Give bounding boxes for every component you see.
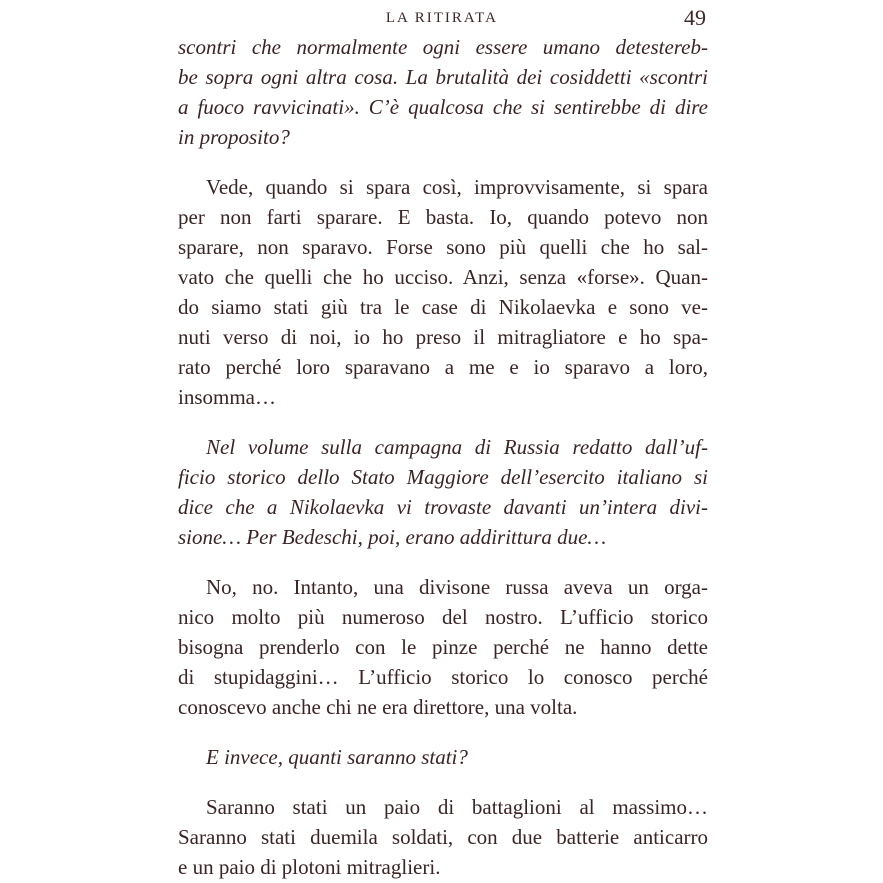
text-line: in proposito?: [178, 125, 290, 149]
text-line: scontri che normalmente ogni essere umano detestereb-: [178, 35, 708, 59]
chapter-title: LA RITIRATA: [385, 10, 498, 26]
paragraph: [178, 432, 708, 552]
text-line: a fuoco ravvicinati». C’è qualcosa che si sentirebbe di dire: [178, 95, 708, 119]
text-line: ficio storico dello Stato Maggiore dell’esercito italiano si: [178, 465, 708, 489]
text-line: Nel volume sulla campagna di Russia redatto dall’uf-: [206, 435, 708, 459]
running-header: [178, 5, 708, 32]
text-line: conoscevo anche chi ne era direttore, una volta.: [178, 695, 578, 719]
paragraph: [178, 742, 708, 772]
text-line: Saranno stati un paio di battaglioni al massimo…: [206, 795, 708, 819]
text-line: nico molto più numeroso del nostro. L’ufficio storico: [178, 605, 708, 629]
text-column: [178, 0, 708, 883]
text-line: sione… Per Bedeschi, poi, erano addirittura due…: [178, 525, 607, 549]
text-line: e un paio di plotoni mitraglieri.: [178, 855, 441, 879]
text-line: Vede, quando si spara così, improvvisamente, si spara: [206, 175, 708, 199]
text-line: insomma…: [178, 385, 276, 409]
paragraph: [178, 32, 708, 152]
text-line: bisogna prenderlo con le pinze perché ne hanno dette: [178, 635, 708, 659]
text-line: di stupidaggini… L’ufficio storico lo conosco perché: [178, 665, 708, 689]
text-line: nuti verso di noi, io ho preso il mitragliatore e ho spa-: [178, 325, 708, 349]
paragraph: [178, 172, 708, 412]
text-line: dice che a Nikolaevka vi trovaste davanti un’intera divi-: [178, 495, 708, 519]
text-line: per non farti sparare. E basta. Io, quando potevo non: [178, 205, 708, 229]
text-line: E invece, quanti saranno stati?: [206, 745, 468, 769]
text-line: be sopra ogni altra cosa. La brutalità dei cosiddetti «scontri: [178, 65, 708, 89]
text-line: No, no. Intanto, una divisone russa aveva un orga-: [206, 575, 708, 599]
text-line: sparare, non sparavo. Forse sono più quelli che ho sal-: [178, 235, 708, 259]
paragraph: [178, 792, 708, 882]
text-line: Saranno stati duemila soldati, con due batterie anticarro: [178, 825, 708, 849]
page-body: [178, 32, 708, 882]
paragraph: [178, 572, 708, 722]
page-number: 49: [684, 5, 706, 30]
text-line: vato che quelli che ho ucciso. Anzi, senza «forse». Quan-: [178, 265, 708, 289]
text-line: rato perché loro sparavano a me e io sparavo a loro,: [178, 355, 708, 379]
text-line: do siamo stati giù tra le case di Nikolaevka e sono ve-: [178, 295, 708, 319]
